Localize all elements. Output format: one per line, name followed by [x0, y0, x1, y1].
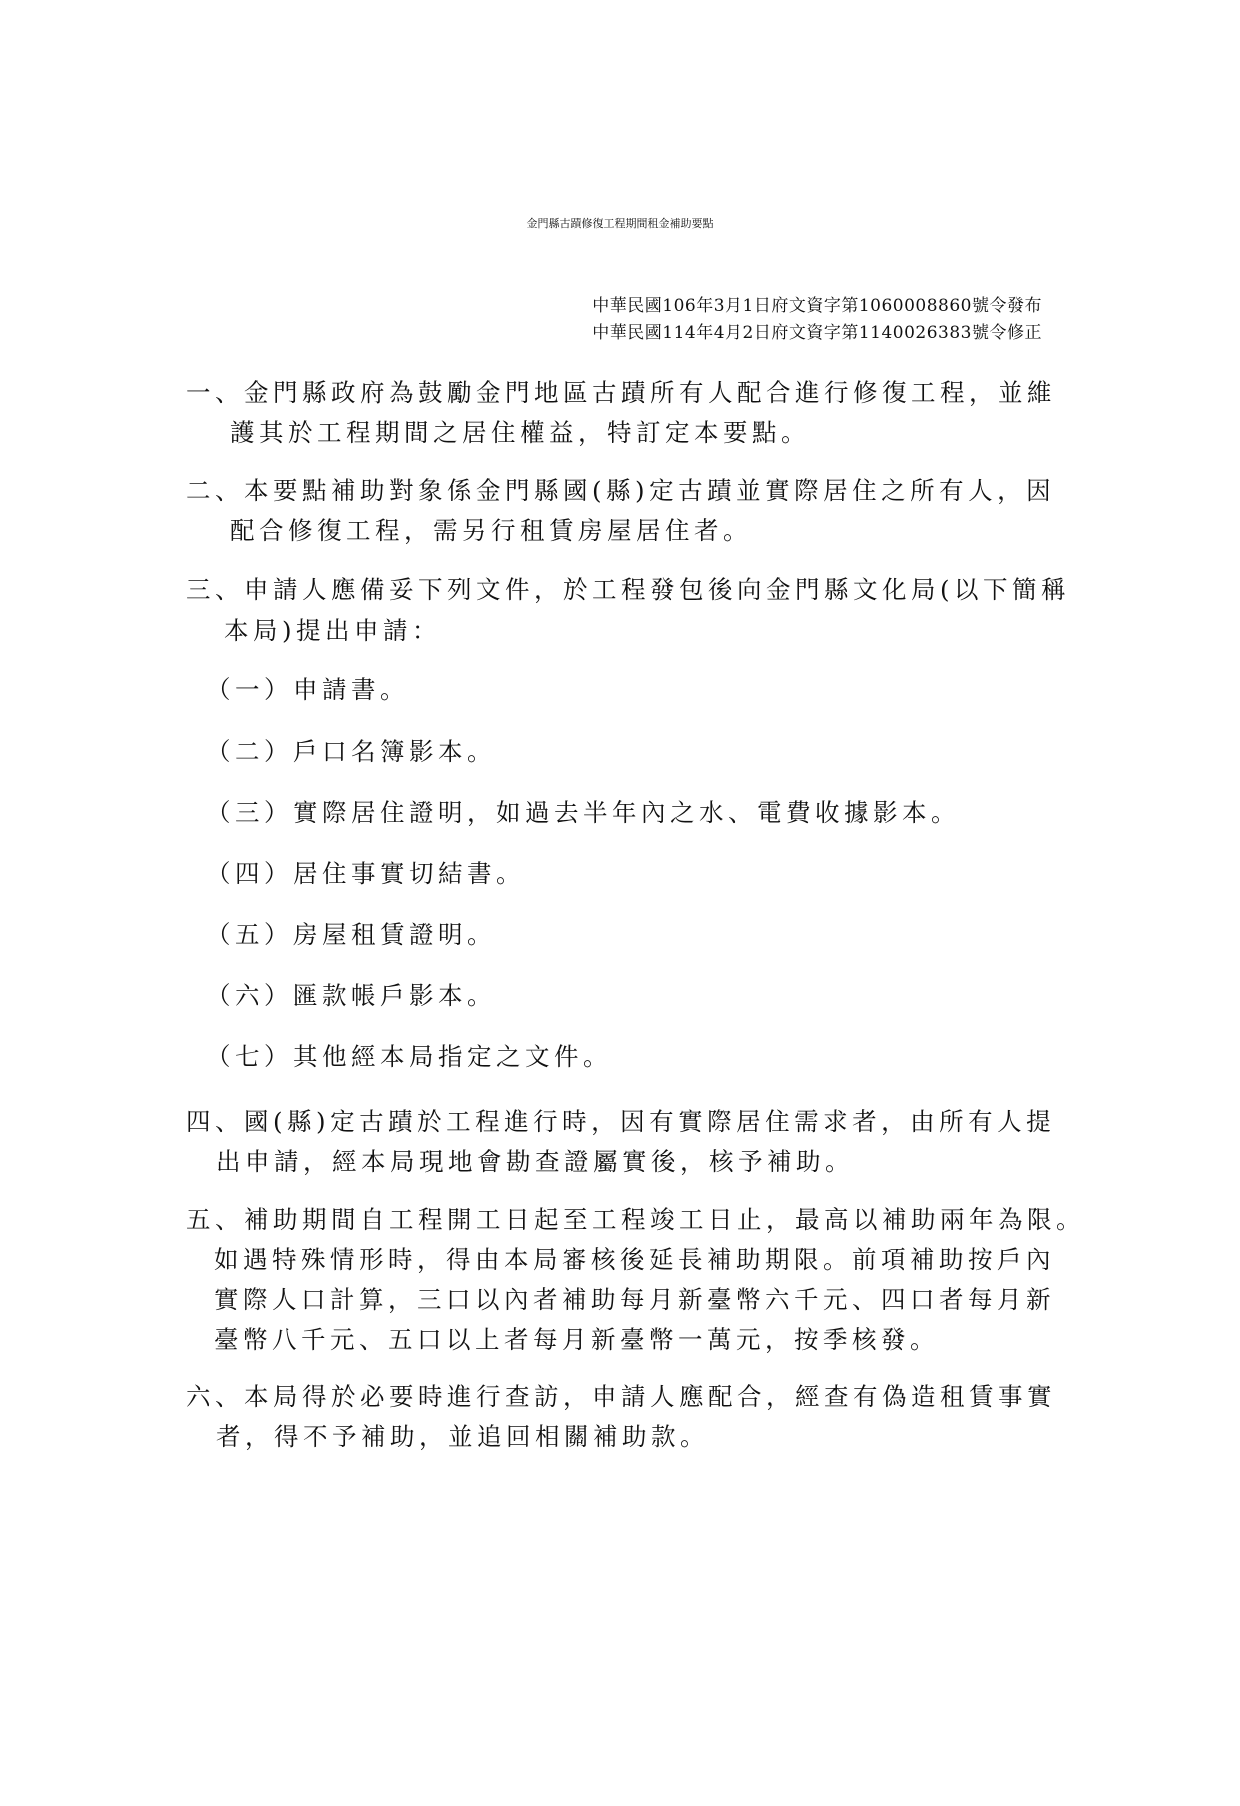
article-3-item-2: （二）戶口名簿影本。: [206, 737, 496, 766]
article-4-line-1: 四、國(縣)定古蹟於工程進行時，因有實際居住需求者，由所有人提: [186, 1107, 1056, 1136]
article-5-line-4: 臺幣八千元、五口以上者每月新臺幣一萬元，按季核發。: [214, 1325, 939, 1354]
issuance-line: 中華民國114年4月2日府文資字第1140026383號令修正: [592, 323, 1042, 343]
article-2-line-2: 配合修復工程，需另行租賃房屋居住者。: [230, 516, 752, 545]
article-3-item-5: （五）房屋租賃證明。: [206, 920, 496, 949]
article-5-line-1: 五、補助期間自工程開工日起至工程竣工日止，最高以補助兩年為限。: [186, 1205, 1085, 1234]
article-5-line-3: 實際人口計算，三口以內者補助每月新臺幣六千元、四口者每月新: [214, 1285, 1055, 1314]
article-1-line-1: 一、金門縣政府為鼓勵金門地區古蹟所有人配合進行修復工程，並維: [186, 378, 1056, 407]
article-3-line-2: 本局)提出申請：: [224, 616, 442, 645]
article-4-line-2: 出申請，經本局現地會勘查證屬實後，核予補助。: [216, 1147, 854, 1176]
article-6-line-1: 六、本局得於必要時進行查訪，申請人應配合，經查有偽造租賃事實: [186, 1382, 1056, 1411]
issuance-line: 中華民國106年3月1日府文資字第1060008860號令發布: [592, 296, 1042, 316]
article-3-item-4: （四）居住事實切結書。: [206, 859, 525, 888]
article-6-line-2: 者，得不予補助，並追回相關補助款。: [216, 1422, 709, 1451]
article-3-item-1: （一）申請書。: [206, 675, 409, 704]
article-3-item-6: （六）匯款帳戶影本。: [206, 981, 496, 1010]
article-3-item-7: （七）其他經本局指定之文件。: [206, 1042, 612, 1071]
article-1-line-2: 護其於工程期間之居住權益，特訂定本要點。: [230, 418, 810, 447]
article-3-item-3: （三）實際居住證明，如過去半年內之水、電費收據影本。: [206, 798, 960, 827]
article-2-line-1: 二、本要點補助對象係金門縣國(縣)定古蹟並實際居住之所有人，因: [186, 476, 1056, 505]
article-3-line-1: 三、申請人應備妥下列文件，於工程發包後向金門縣文化局(以下簡稱: [186, 575, 1071, 604]
article-5-line-2: 如遇特殊情形時，得由本局審核後延長補助期限。前項補助按戶內: [214, 1245, 1055, 1274]
document-title: 金門縣古蹟修復工程期間租金補助要點: [526, 217, 714, 230]
